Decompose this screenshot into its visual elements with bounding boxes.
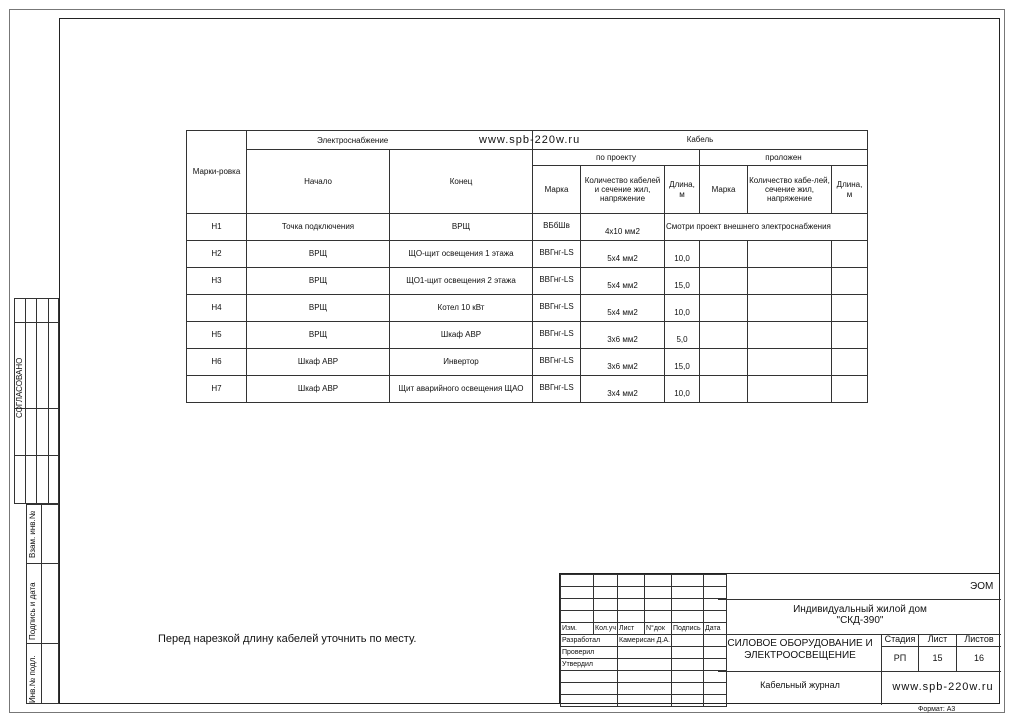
row-qty: 5х4 мм2 <box>581 241 665 268</box>
role-checker: Проверил <box>561 647 618 659</box>
header-cable: Кабель <box>533 131 868 150</box>
role-approver: Утвердил <box>561 659 618 671</box>
row-qty: 3х4 мм2 <box>581 376 665 403</box>
header-qty-laid: Количество кабе-лей, сечение жил, напряжение <box>748 166 832 214</box>
developer-name: Камерисан Д.А. <box>618 635 672 647</box>
row-laid-empty <box>700 268 748 295</box>
row-laid-empty <box>748 322 832 349</box>
row-end: Щит аварийного освещения ЩАО <box>390 376 533 403</box>
sheets-header: Листов <box>964 634 994 644</box>
sheets-value: 16 <box>973 653 984 663</box>
row-end: Инвертор <box>390 349 533 376</box>
side-sign-date-label: Подпись и дата <box>28 582 37 640</box>
col-data: Дата <box>703 623 726 635</box>
side-agreed-label: СОГЛАСОВАНО <box>15 357 24 418</box>
header-len-laid: Длина, м <box>832 166 868 214</box>
col-kol: Кол.уч <box>594 623 618 635</box>
row-qty: 4х10 мм2 <box>581 214 665 241</box>
row-start: ВРЩ <box>247 322 390 349</box>
row-laid-empty <box>700 241 748 268</box>
row-mark: Н4 <box>187 295 247 322</box>
table-row <box>187 241 868 268</box>
side-inv-orig-label: Инв.№ подл. <box>28 655 37 703</box>
row-end: Котел 10 кВт <box>390 295 533 322</box>
row-laid-empty <box>748 349 832 376</box>
row-len: 15,0 <box>665 349 700 376</box>
object-name: Индивидуальный жилой дом "СКД-390" <box>793 604 927 626</box>
side-inv-swap-label: Взам. инв.№ <box>28 510 37 558</box>
role-developer: Разработал <box>561 635 618 647</box>
row-qty: 3х6 мм2 <box>581 322 665 349</box>
section-name: СИЛОВОЕ ОБОРУДОВАНИЕ И ЭЛЕКТРООСВЕЩЕНИЕ <box>727 638 873 661</box>
row-laid-empty <box>748 241 832 268</box>
col-list: Лист <box>618 623 645 635</box>
header-brand: Марка <box>533 166 581 214</box>
header-brand-laid: Марка <box>700 166 748 214</box>
header-supply-label: Электроснабжение <box>317 136 389 145</box>
sheet-header: Лист <box>927 634 948 644</box>
header-supply <box>247 131 581 150</box>
row-start: ВРЩ <box>247 241 390 268</box>
row-laid-empty <box>700 322 748 349</box>
col-podp: Подпись <box>671 623 703 635</box>
row-mark: Н5 <box>187 322 247 349</box>
row-start: Шкаф АВР <box>247 349 390 376</box>
cable-journal-table <box>186 130 868 403</box>
row-laid-empty <box>748 268 832 295</box>
col-ndok: N°док <box>644 623 671 635</box>
stage-value: РП <box>893 653 907 663</box>
row-brand: ВВГнг-LS <box>533 349 581 376</box>
row-qty: 3х6 мм2 <box>581 349 665 376</box>
row-brand: ВВГнг-LS <box>533 241 581 268</box>
title-block <box>559 573 1000 704</box>
table-row <box>187 322 868 349</box>
sheet-title: Кабельный журнал <box>760 680 840 690</box>
row-end: ЩО1-щит освещения 2 этажа <box>390 268 533 295</box>
row-len-note: Смотри проект внешнего электроснабжения <box>665 214 868 241</box>
table-row <box>187 376 868 403</box>
row-mark: Н6 <box>187 349 247 376</box>
table-row <box>187 295 868 322</box>
table-row <box>187 349 868 376</box>
row-end: ЩО-щит освещения 1 этажа <box>390 241 533 268</box>
header-start: Начало <box>247 150 390 214</box>
header-marking: Марки-ровка <box>187 131 247 214</box>
header-qty: Количество кабелей и сечение жил, напряжение <box>581 166 665 214</box>
row-len: 15,0 <box>665 268 700 295</box>
row-mark: Н7 <box>187 376 247 403</box>
row-laid-empty <box>832 295 868 322</box>
row-laid-empty <box>832 376 868 403</box>
row-mark: Н2 <box>187 241 247 268</box>
row-len: 5,0 <box>665 322 700 349</box>
row-qty: 5х4 мм2 <box>581 268 665 295</box>
header-laid: проложен <box>700 150 868 166</box>
row-laid-empty <box>700 349 748 376</box>
row-end: ВРЩ <box>390 214 533 241</box>
header-len: Длина, м <box>665 166 700 214</box>
row-laid-empty <box>832 322 868 349</box>
sheet-value: 15 <box>932 653 943 663</box>
row-laid-empty <box>832 241 868 268</box>
row-brand: ВВГнг-LS <box>533 376 581 403</box>
row-brand: ВВГнг-LS <box>533 322 581 349</box>
row-end: Шкаф АВР <box>390 322 533 349</box>
header-url: www.spb-220w.ru <box>479 134 581 146</box>
header-by-project: по проекту <box>533 150 700 166</box>
row-start: ВРЩ <box>247 295 390 322</box>
row-laid-empty <box>700 295 748 322</box>
row-len: 10,0 <box>665 376 700 403</box>
col-izm: Изм. <box>561 623 594 635</box>
row-laid-empty <box>748 295 832 322</box>
row-len: 10,0 <box>665 241 700 268</box>
row-laid-empty <box>832 349 868 376</box>
row-start: Шкаф АВР <box>247 376 390 403</box>
stage-header: Стадия <box>884 634 916 644</box>
row-len: 10,0 <box>665 295 700 322</box>
title-block-grid <box>560 574 727 707</box>
stamp-url: www.spb-220w.ru <box>892 681 994 693</box>
row-mark: Н1 <box>187 214 247 241</box>
table-row <box>187 214 868 241</box>
row-brand: ВВГнг-LS <box>533 295 581 322</box>
row-start: Точка подключения <box>247 214 390 241</box>
cut-length-note: Перед нарезкой длину кабелей уточнить по месту. <box>158 633 417 645</box>
header-end: Конец <box>390 150 533 214</box>
row-laid-empty <box>748 376 832 403</box>
row-qty: 5х4 мм2 <box>581 295 665 322</box>
table-row <box>187 268 868 295</box>
row-mark: Н3 <box>187 268 247 295</box>
row-brand: ВВГнг-LS <box>533 268 581 295</box>
format-label: Формат: А3 <box>918 706 956 713</box>
row-brand: ВБбШв <box>533 214 581 241</box>
row-laid-empty <box>700 376 748 403</box>
row-laid-empty <box>832 268 868 295</box>
doc-code: ЭОМ <box>970 581 994 592</box>
row-start: ВРЩ <box>247 268 390 295</box>
